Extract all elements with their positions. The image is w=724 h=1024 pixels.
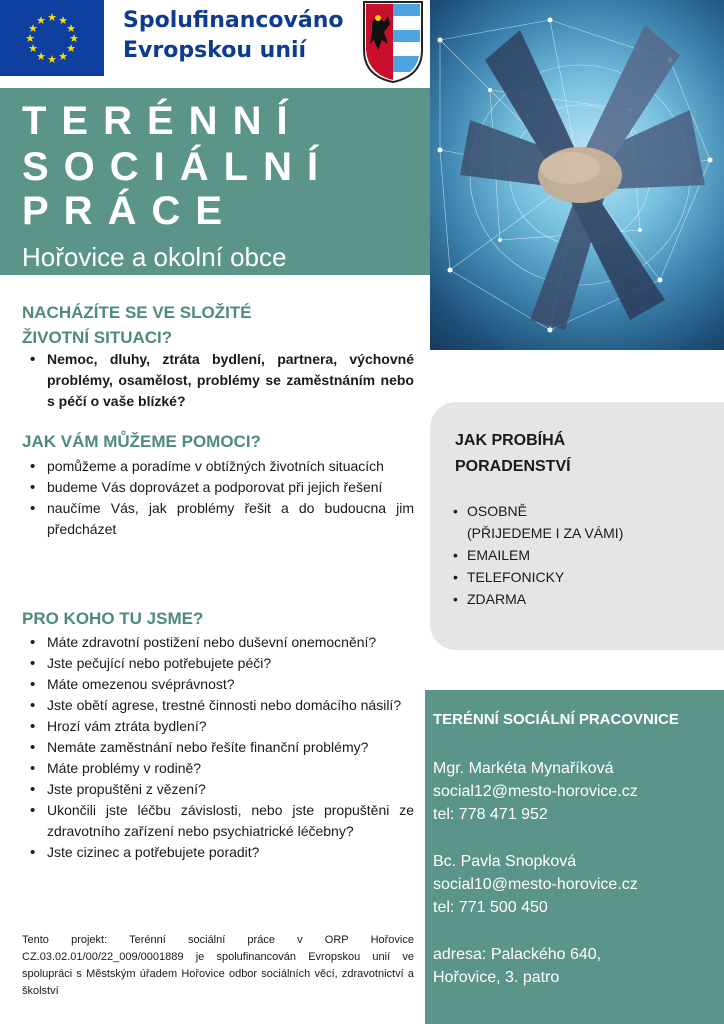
list-item: • Ukončili jste léčbu závislosti, nebo jste propuštěni ze zdravotního zařízení nebo psychiatrické léčebny? <box>22 800 414 842</box>
list-item: • ZDARMA <box>450 588 623 610</box>
cofunding-line-1: Spolufinancováno <box>123 8 344 33</box>
target-list <box>22 632 414 863</box>
svg-text:★: ★ <box>58 50 68 63</box>
worker2-email[interactable]: social10@mesto-horovice.cz <box>433 876 638 893</box>
list-item: • Jste propuštěni z vězení? <box>22 779 414 800</box>
list-item: • Máte omezenou svéprávnost? <box>22 674 414 695</box>
section-heading-help: JAK VÁM MŮŽEME POMOCI? <box>22 432 261 451</box>
list-item: • pomůžeme a poradíme v obtížných životních situacích <box>22 456 414 477</box>
list-item: • Nemáte zaměstnání nebo řešíte finanční problémy? <box>22 737 414 758</box>
section-heading-situation-line-1: NACHÁZÍTE SE VE SLOŽITÉ <box>22 303 252 322</box>
svg-text:★: ★ <box>47 53 57 66</box>
svg-text:★: ★ <box>25 32 35 45</box>
subtitle: Hořovice a okolní obce <box>22 242 287 272</box>
list-item: • EMAILEM <box>450 544 623 566</box>
counseling-item-personal: OSOBNĚ <box>467 503 527 519</box>
list-item: • naučíme Vás, jak problémy řešit a do budoucna jim předcházet <box>22 498 414 540</box>
svg-text:★: ★ <box>47 11 57 24</box>
title-banner <box>0 88 430 275</box>
cofunding-line-2: Evropskou unií <box>123 38 307 63</box>
list-item: • Máte problémy v rodině? <box>22 758 414 779</box>
worker1-phone[interactable]: tel: 778 471 952 <box>433 806 548 823</box>
svg-text:★: ★ <box>58 14 68 27</box>
project-footnote: Tento projekt: Terénní sociální práce v ORP Hořovice CZ.03.02.01/00/22_009/0001889 je spolufinancován Evropskou unií ve spolupráci s Městským úřadem Hořovice odbor sociálních věcí, zdravotnictví a školství <box>22 934 414 997</box>
counseling-title-line-2: PORADENSTVÍ <box>455 458 571 475</box>
section-heading-situation <box>22 300 252 350</box>
list-item <box>450 500 623 544</box>
counseling-box <box>430 402 724 650</box>
list-item: • TELEFONICKY <box>450 566 623 588</box>
situation-list <box>22 349 414 412</box>
list-item: • Jste pečující nebo potřebujete péči? <box>22 653 414 674</box>
address-line-2: Hořovice, 3. patro <box>433 969 560 986</box>
contacts-box <box>425 690 724 1024</box>
title-line-3: PRÁCE <box>22 189 238 233</box>
svg-text:★: ★ <box>66 22 76 35</box>
counseling-title-line-1: JAK PROBÍHÁ <box>455 432 566 449</box>
counseling-title <box>455 428 571 480</box>
list-item: • Nemoc, dluhy, ztráta bydlení, partnera, výchovné problémy, osamělost, problémy se zaměstnáním nebo s péčí o vaše blízké? <box>22 349 414 412</box>
svg-text:★: ★ <box>66 42 76 55</box>
help-list <box>22 456 414 540</box>
title-line-1: TERÉNNÍ <box>22 99 303 143</box>
worker2-phone[interactable]: tel: 771 500 450 <box>433 899 548 916</box>
svg-text:★: ★ <box>36 50 46 63</box>
hands-network-photo <box>430 0 724 350</box>
svg-text:★: ★ <box>28 22 38 35</box>
municipal-crest-icon <box>362 0 424 84</box>
svg-text:★: ★ <box>36 14 46 27</box>
title-line-2: SOCIÁLNÍ <box>22 145 334 189</box>
list-item: • Jste obětí agrese, trestné činnosti nebo domácího násilí? <box>22 695 414 716</box>
contacts-title: TERÉNNÍ SOCIÁLNÍ PRACOVNICE <box>433 711 679 728</box>
section-heading-target: PRO KOHO TU JSME? <box>22 609 204 628</box>
list-item: • Jste cizinec a potřebujete poradit? <box>22 842 414 863</box>
worker1-name: Mgr. Markéta Mynaříková <box>433 760 614 777</box>
eu-flag-icon <box>0 0 104 76</box>
address-line-1: adresa: Palackého 640, <box>433 946 602 963</box>
cofunding-header <box>0 0 430 88</box>
worker1-email[interactable]: social12@mesto-horovice.cz <box>433 783 638 800</box>
svg-text:★: ★ <box>69 32 79 45</box>
list-item: • Hrozí vám ztráta bydlení? <box>22 716 414 737</box>
list-item: • Máte zdravotní postižení nebo duševní onemocnění? <box>22 632 414 653</box>
counseling-list <box>450 500 623 610</box>
worker2-name: Bc. Pavla Snopková <box>433 853 577 870</box>
list-item: • budeme Vás doprovázet a podporovat při jejich řešení <box>22 477 414 498</box>
counseling-item-personal-note: (PŘIJEDEME I ZA VÁMI) <box>467 525 624 541</box>
cofunding-text <box>123 6 353 66</box>
section-heading-situation-line-2: ŽIVOTNÍ SITUACI? <box>22 328 173 347</box>
svg-text:★: ★ <box>28 42 38 55</box>
